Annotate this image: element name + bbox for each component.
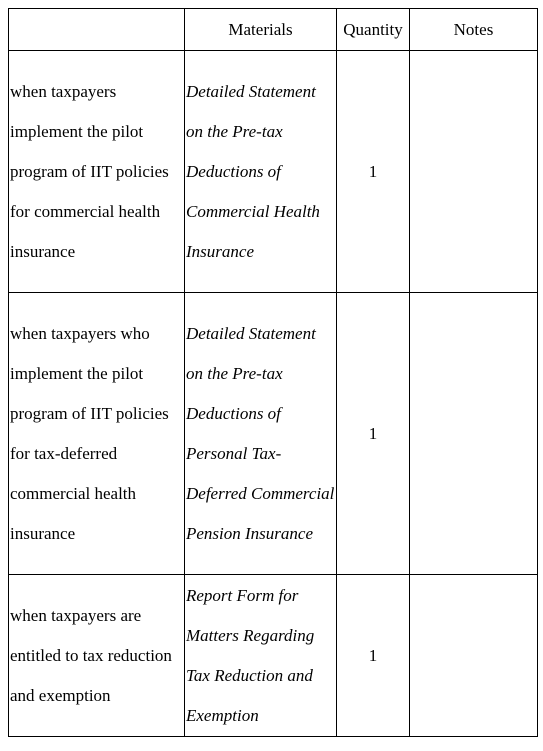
quantity-cell: 1 <box>337 575 410 737</box>
header-notes: Notes <box>410 9 538 51</box>
header-quantity: Quantity <box>337 9 410 51</box>
table-row <box>9 51 538 293</box>
notes-cell <box>410 51 538 293</box>
condition-text: when taxpayers are entitled to tax reduction and exemption <box>10 605 172 705</box>
material-cell <box>185 575 337 737</box>
condition-cell <box>9 293 185 575</box>
material-text: Detailed Statement on the Pre-tax Deductions of Personal Tax-Deferred Commercial Pension Insurance <box>186 323 335 543</box>
condition-text: when taxpayers who implement the pilot program of IIT policies for tax-deferred commercial health insurance <box>10 323 169 543</box>
quantity-cell: 1 <box>337 51 410 293</box>
notes-cell <box>410 293 538 575</box>
header-materials: Materials <box>185 9 337 51</box>
table-body <box>9 51 538 737</box>
condition-text: when taxpayers implement the pilot program of IIT policies for commercial health insurance <box>10 81 169 261</box>
table-header <box>9 9 538 51</box>
condition-cell <box>9 51 185 293</box>
material-text: Report Form for Matters Regarding Tax Reduction and Exemption <box>186 585 315 725</box>
material-text: Detailed Statement on the Pre-tax Deductions of Commercial Health Insurance <box>186 81 320 261</box>
table-row <box>9 575 538 737</box>
table-row <box>9 293 538 575</box>
material-cell <box>185 293 337 575</box>
material-cell <box>185 51 337 293</box>
materials-table <box>8 8 538 737</box>
header-row <box>9 9 538 51</box>
notes-cell <box>410 575 538 737</box>
header-condition <box>9 9 185 51</box>
condition-cell <box>9 575 185 737</box>
quantity-cell: 1 <box>337 293 410 575</box>
